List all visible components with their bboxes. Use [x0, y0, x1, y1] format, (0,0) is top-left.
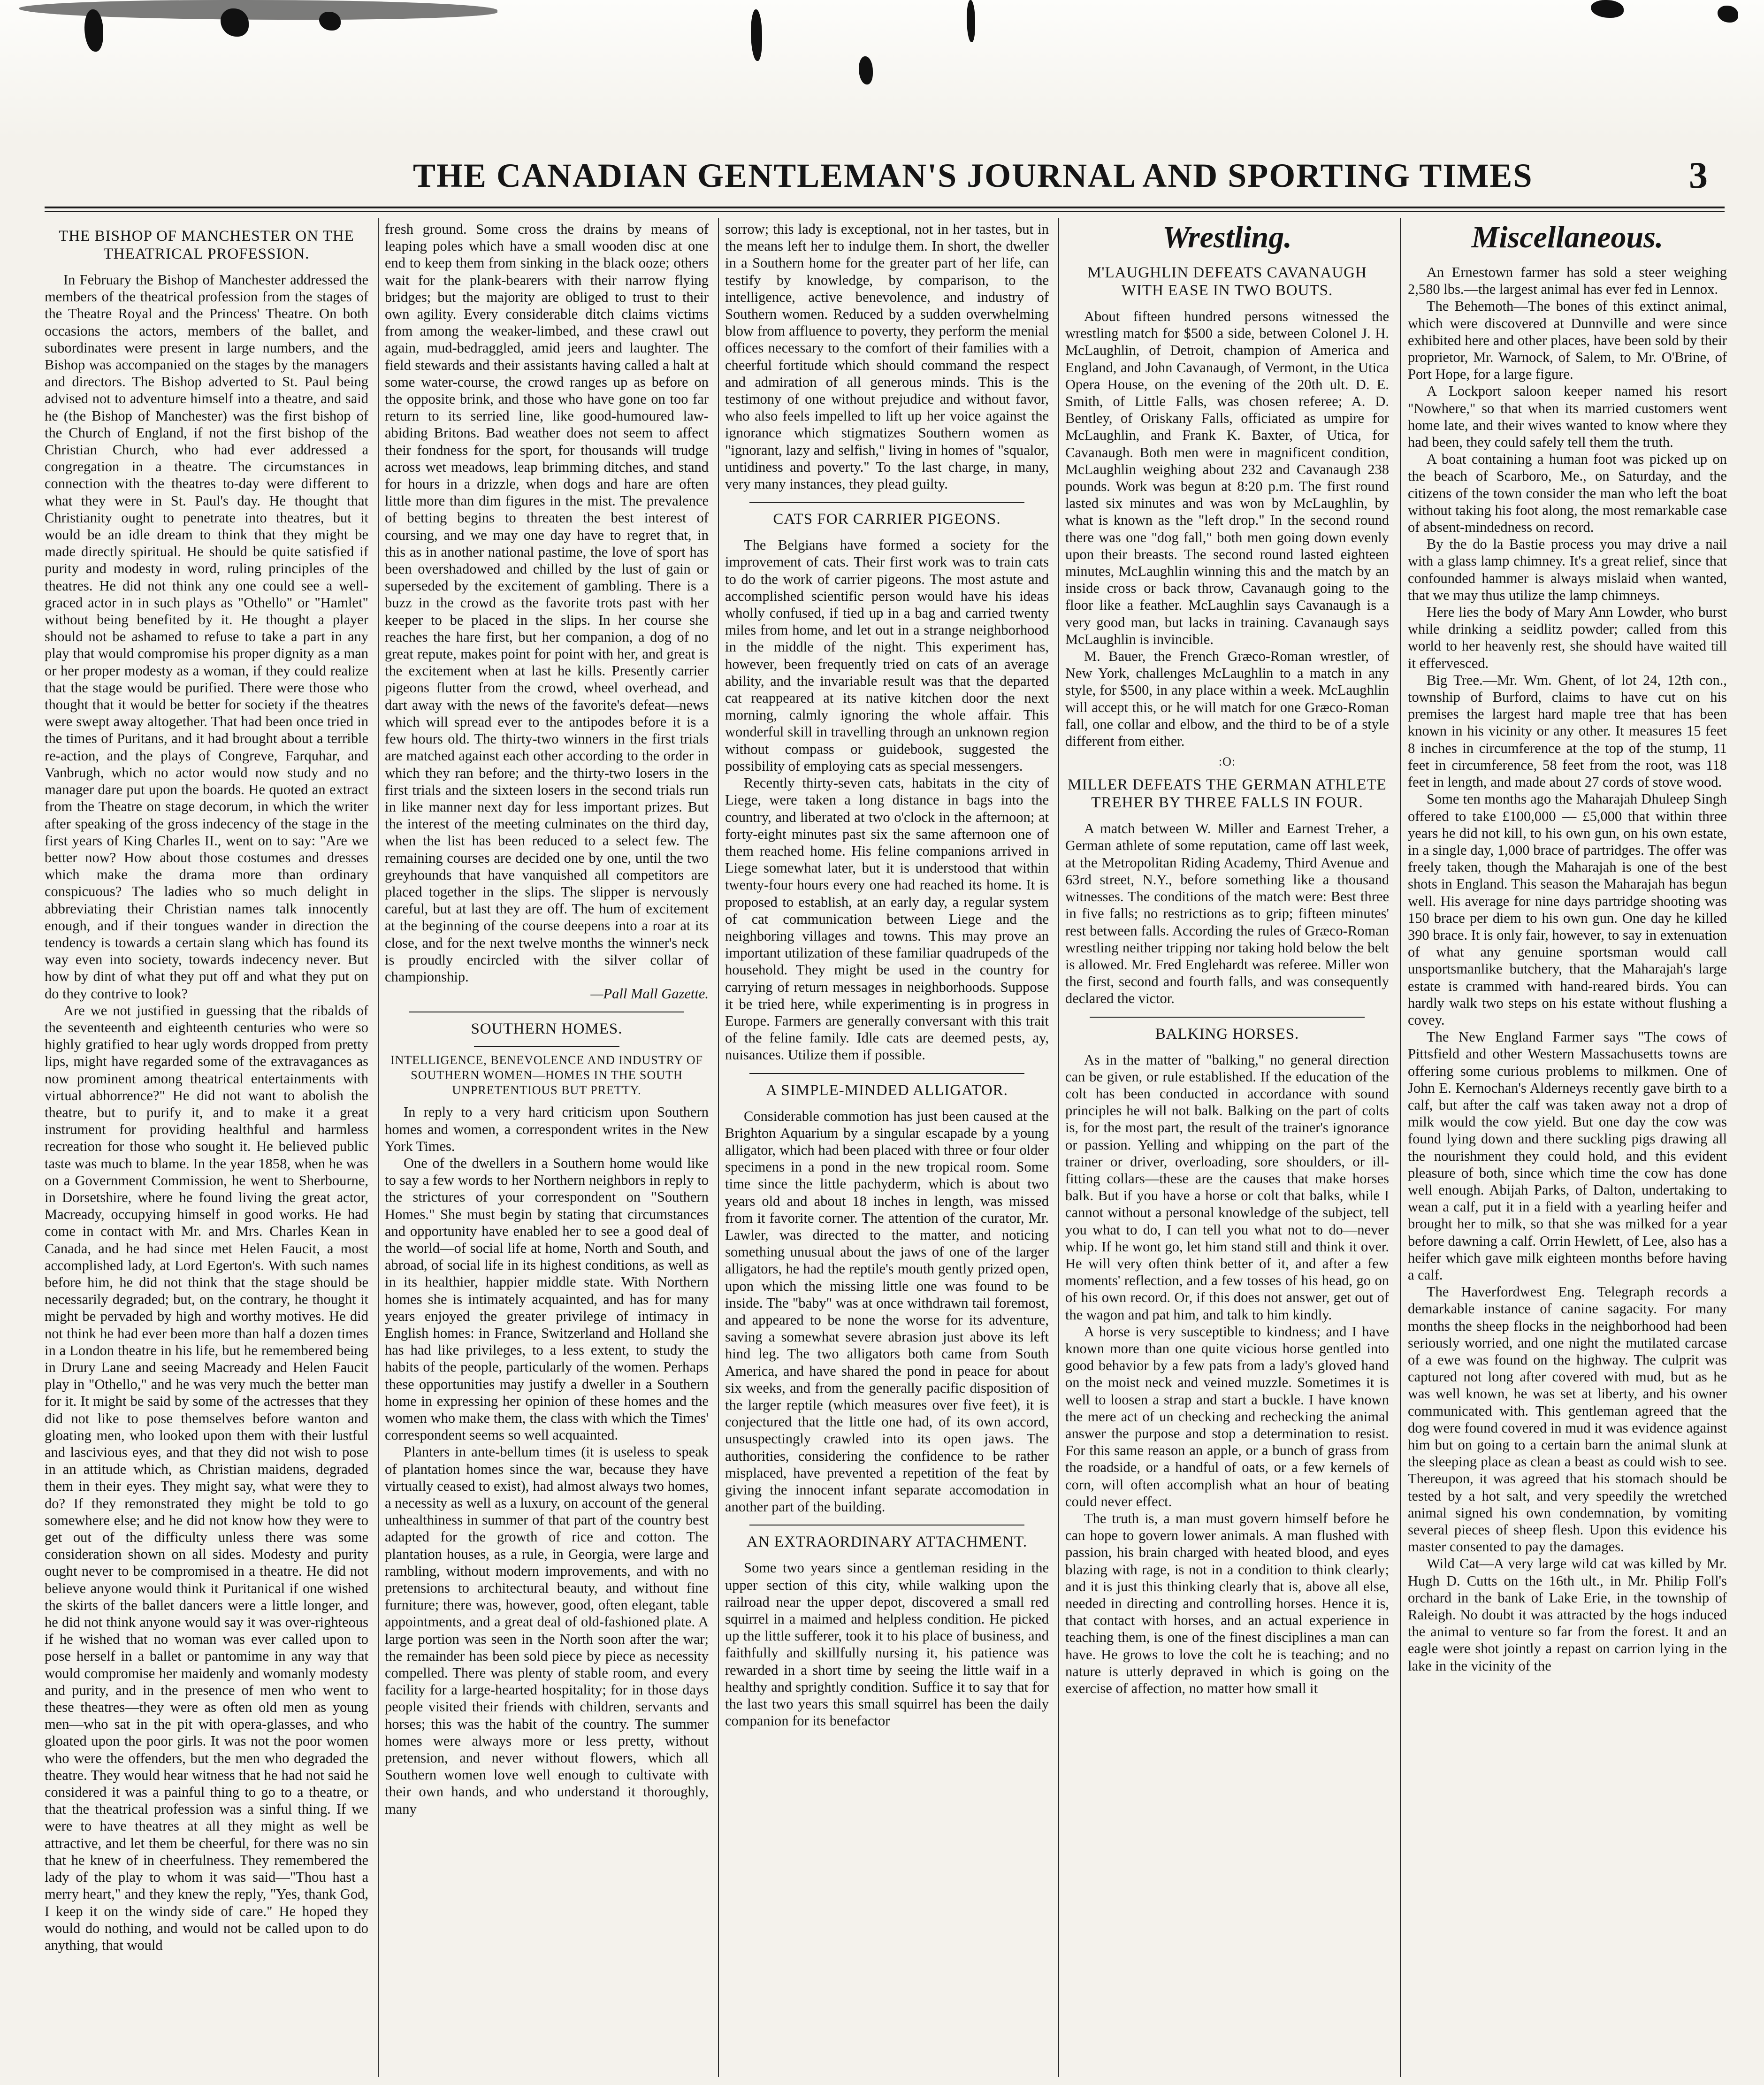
column-divider [378, 218, 379, 2077]
article-paragraph: Recently thirty-seven cats, habitats in the city of Liege, were taken a long distance in bags into the country, and liberated at two o'clock in the afternoon; at forty-eight minutes past six the same afternoon one of them reached home. His feline companions arrived in Liege somewhat later, but it is understood that within twenty-four hours every one had reached its home. It is proposed to establish, at an early day, a regular system of cat communication between Liege and the neighboring villages and towns. This may prove an important utilization of these familiar quadrupeds of the household. They might be used in the country for carrying of return messages in neighborhoods. Suppose it be tried here, while experimenting is in progress in Europe. Farmers are generally conversant with this trait of the feline family. Idle cats are deemed pests, ay, nuisances. Utilize them if possible. [725, 775, 1049, 1063]
article-paragraph: A horse is very susceptible to kindness; and I have known more than one quite vicious horse gentled into good behavior by a few pats from a lady's gloved hand on the moist neck and veined muzzle. Sometimes it is well to loosen a strap and start a buckle. I have known the mere act of un checking and rechecking the animal answer the purpose and stop a determination to resist. For this same reason an apple, or a bunch of grass from the roadside, or a handful of oats, or a few kernels of corn, will often accomplish what an hour of beating could never effect. [1065, 1323, 1389, 1510]
column-2 [385, 221, 709, 2075]
article-headline: M'LAUGHLIN DEFEATS CAVANAUGH WITH EASE IN TWO BOUTS. [1087, 264, 1367, 299]
scan-margin [0, 0, 1764, 141]
column-divider [718, 218, 719, 2077]
section-heading: Wrestling. [1162, 221, 1292, 254]
article-paragraph: Planters in ante-bellum times (it is useless to speak of plantation homes since the war, because they have virtually ceased to exist), had almost always two homes, a necessity as well as a luxury, on account of the general unhealthiness in summer of that part of the country best adapted for the growth of rice and cotton. The plantation houses, as a rule, in Georgia, were large and rambling, without modern improvements, and with no pretensions to architectural beauty, and without fine furniture; there was, however, good, often elegant, table appointments, and a great deal of old-fashioned plate. A large portion was seen in the North soon after the war; the remainder has been sold piece by piece as necessity compelled. There was plenty of stable room, and every facility for a large-hearted hospitality; for in those days people visited their friends with children, servants and horses; this was the habit of the country. The summer homes were always more or less pretty, without pretension, and never without flowers, which all Southern women love well enough to cultivate with their own hands, and who understand it thoroughly, many [385, 1444, 709, 1817]
column-3 [725, 221, 1049, 2075]
section-heading: Miscellaneous. [1471, 221, 1664, 254]
newspaper-title: THE CANADIAN GENTLEMAN'S JOURNAL AND SPORTING TIMES [413, 157, 1533, 194]
article-paragraph: Are we not justified in guessing that the ribalds of the seventeenth and eighteenth centuries who were so highly gratified to hear ugly words dropped from pretty lips, might have regarded some of the extravagances as now prominent among theatrical entertainments with virtual abhorrence?" He did not want to abolish the theatre, but to purify it, and to make it a great instrument for providing healthful and harmless recreation for those who sought it. He believed public taste was much to blame. In the year 1858, when he was on a Government Commission, he went to Sherbourne, in Dorsetshire, where he found living the great actor, Macready, occupying himself in good works. He had come in contact with Mr. and Mrs. Charles Kean in Canada, and he had since met Helen Faucit, a most accomplished lady, at Lord Egerton's. With such names before him, he did not think that the stage should be necessarily degraded; but, on the contrary, he thought it might be pervaded by high and worthy motives. He did not think he had ever been more than half a dozen times in a London theatre in his life, but he remembered being in Drury Lane and seeing Macready and Helen Faucit play in "Othello," and he was very much the better man for it. It might be said by some of the actresses that they did not like to pose themselves before wanton and gloating men, who looked upon them with their lustful and lascivious eyes, and that they did not wish to pose in an attitude which, as Christian maidens, degraded them in their eyes. They might say, what were they to do? If they remonstrated they might be told to go somewhere else; and he did not know how they were to get out of the difficulty unless there was some consideration shown on all sides. Modesty and purity ought never to be compromised in a theatre. He did not believe anyone would think it Puritanical if one wished the skirts of the ballet dancers were a little longer, and he did not think anyone would say it was over-righteous if he wished that no woman was ever called upon to pose herself in a ballet or pantomime in any way that would compromise her maidenly and womanly modesty and purity, and in the presence of men who went to these theatres—they were as often old men as young men—who sat in the pit with opera-glasses, and who gloated upon the poor girls. It was not the poor women who were the offenders, but the men who degraded the theatre. They would hear witness that he had not said he considered it was a painful thing to go to a theatre, or that the theatrical profession was a sinful thing. If we were to have theatres at all they might as well be attractive, and let them be cheerful, for there was no sin that he knew of in cheerfulness. They remembered the lady of the play to whom it was said—"Thou hast a merry heart," and they knew the reply, "Yes, thank God, I keep it on the windy side of care." He hoped they would do nothing, and would not be called upon to do anything, that would [45, 1002, 368, 1953]
masthead [0, 153, 1764, 204]
article-divider-mark: :O: [1218, 755, 1236, 769]
ink-blot [859, 56, 873, 84]
article-divider [749, 502, 1025, 503]
article-headline: CATS FOR CARRIER PIGEONS. [773, 511, 1001, 528]
ink-blot [967, 0, 975, 42]
article-divider [1090, 1017, 1365, 1018]
column-divider [1400, 218, 1401, 2077]
article-headline: MILLER DEFEATS THE GERMAN ATHLETE TREHER BY THREE FALLS IN FOUR. [1068, 776, 1387, 812]
misc-item: The New England Farmer says "The cows of Pittsfield and other Western Massachusetts towns are offering some curious problems to milkmen. One of John E. Kernochan's Alderneys recently gave birth to a calf, but after the calf was taken away not a drop of milk would the cow yield. But one day the cow was found lying down and there suckling pigs drawing all the nourishment they could hold, and this evident pleasure of both, since which time the cow has done well enough. Abijah Parks, of Dalton, undertaking to wean a calf, put it in a field with a yearling heifer and brought her to milk, so that she was milked for a year before dawning a calf. Orrin Hewlett, of Lee, also has a heifer which gave milk eighteen months before having a calf. [1408, 1029, 1727, 1283]
misc-item: Big Tree.—Mr. Wm. Ghent, of lot 24, 12th con., township of Burford, claims to have cut on his premises the largest hard maple tree that has been known in his vicinity or any other. It measures 15 feet 8 inches in circumference at the top of the stump, 11 feet in circumference, 58 feet from the root, was 118 feet in length, and made about 27 cords of stove wood. [1408, 672, 1727, 790]
article-paragraph: Considerable commotion has just been caused at the Brighton Aquarium by a singular escapade by a young alligator, which had been placed with three or four older specimens in a pond in the new tropical room. Some time since the little pachyderm, which is about two years old and about 18 inches in length, was missed from it favorite corner. The attention of the curator, Mr. Lawler, was directed to the matter, and noticing something unusual about the jaws of one of the larger alligators, he had the reptile's mouth gently prized open, upon which the missing little one was found to be inside. The "baby" was at once withdrawn tail foremost, and appeared to be none the worse for its adventure, saving a somewhat severe abrasion just above its left hind leg. The two alligators both came from South America, and have shared the pond in peace for about six weeks, and from the generally pacific disposition of the larger reptile (which measures over five feet), it is conjectured that the little one had, of its own accord, unsuspectingly crawled into its open jaws. The authorities, considering the confidence to be rather misplaced, have prevented a repetition of the feat by giving the innocent infant separate accomodation in another part of the building. [725, 1108, 1049, 1515]
misc-item: The Behemoth—The bones of this extinct animal, which were discovered at Dunnville and were since exhibited here and other places, have been sold by their proprietor, Mr. Warnock, of Salem, to Mr. O'Brine, of Port Hope, for a large figure. [1408, 298, 1727, 383]
article-paragraph: A match between W. Miller and Earnest Treher, a German athlete of some reputation, came off last week, at the Metropolitan Riding Academy, Third Avenue and 63rd street, N.Y., before something like a thousand witnesses. The conditions of the match were: Best three in five falls; no restrictions as to grip; fifteen minutes' rest between falls. According the rules of Græco-Roman wrestling neither tripping nor taking hold below the belt is allowed. Mr. Fred Englehardt was referee. Miller won the first, second and fourth falls, and was consequently declared the victor. [1065, 820, 1389, 1007]
article-paragraph: The truth is, a man must govern himself before he can hope to govern lower animals. A man flushed with passion, his brain charged with heated blood, and eyes blazing with rage, is not in a condition to think clearly; and it is just this thinking clearly that is, above all else, needed in directing and controlling horses. Hence it is, that contact with horses, and an actual experience in teaching them, is one of the finest disciplines a man can have. He grows to love the colt he is teaching; and no nature is utterly depraved in which is going on the exercise of affection, no matter how small it [1065, 1510, 1389, 1697]
misc-item: A boat containing a human foot was picked up on the beach of Scarboro, Me., on Saturday, and the citizens of the town consider the man who left the boat without taking his foot along, the most remarkable case of absent-mindedness on record. [1408, 451, 1727, 536]
misc-item: Some ten months ago the Maharajah Dhuleep Singh offered to take £100,000 — £5,000 that within three years he did not kill, to his own gun, on his own estate, in a single day, 1,000 brace of partridges. The offer was freely taken, though the Maharajah is one of the best shots in England. This season the Maharajah has begun well. His average for nine days partridge shooting was 150 brace per diem to his own gun. One day he killed 390 brace. It is only fair, however, to say in extenuation of what any genuine sportsman would call unsportsmanlike butchery, that the Maharajah's large estate is crammed with hand-reared birds. You can hardly walk two steps on his estate without flushing a covey. [1408, 791, 1727, 1028]
misc-item: A Lockport saloon keeper named his resort "Nowhere," so that when its married customers went home late, and their wives wanted to know where they had been, they could safely tell them the truth. [1408, 383, 1727, 451]
column-1 [45, 221, 368, 2075]
article-paragraph: In February the Bishop of Manchester addressed the members of the theatrical profession from the stages of the Theatre Royal and the Princess' Theatre. On both occasions the actors, members of the ballet, and subordinates were present in large numbers, and the Bishop was accompanied on the stages by the managers and directors. The Bishop adverted to St. Paul being advised not to adventure himself into a theatre, and said he (the Bishop of Manchester) was the first bishop of the Church of England, if not the first bishop of the Christian Church, who had ever addressed a congregation in a theatre. The circumstances in connection with the theatres to-day were different to what they were in St. Paul's day. He thought that Christianity ought to penetrate into theatres, but it would be an idle dream to think that they might be made directly spiritual. He should be quite satisfied if purity and modesty in word, ruling principles of the theatres. He did not think any one could see a well-graced actor in in such plays as "Othello" or "Hamlet" without being benefited by it. He thought a player should not be ashamed to refuse to take a part in any play that would compromise his proper dignity as a man or her proper modesty as a woman, if they could realize that the stage would be purified. There were those who thought that it would be better for society if the theatres were swept away altogether. That had been once tried in the times of Puritans, and it had brought about a terrible re-action, and the plays of Congreve, Farquhar, and Vanbrugh, which no actor would now study and no manager dare put upon the boards. He quoted an extract from the Theatre on stage decorum, in which the writer after speaking of the gross indecency of the stage in the first years of King Charles II., went on to say: "Are we better now? How about those costumes and dresses which make the drama more than ordinary conspicuous? The ladies who so much delight in abbreviating their Christian names talk innocently enough, and if their tongues wander in direction the tendency is towards a certain slang which has found its way even into society, towards indecency never. But how by dint of what they put off and what they put on do they contrive to look? [45, 272, 368, 1002]
ink-blot [751, 9, 762, 61]
article-subheadline: INTELLIGENCE, BENEVOLENCE AND INDUSTRY OF SOUTHERN WOMEN—HOMES IN THE SOUTH UNPRETENTIOUS BUT PRETTY. [390, 1053, 703, 1097]
article-source: —Pall Mall Gazette. [590, 986, 709, 1002]
masthead-rule [45, 207, 1725, 208]
misc-item: Wild Cat—A very large wild cat was killed by Mr. Hugh D. Cutts on the 16th ult., in Mr. Philip Foll's orchard in the bank of Lake Erie, in the township of Raleigh. No doubt it was attracted by the hogs induced the animal to venture so far from the forest. It and an eagle were shot jointly a repast on carrion lying in the lake in the vicinity of the [1408, 1556, 1727, 1674]
article-headline: AN EXTRAORDINARY ATTACHMENT. [746, 1533, 1028, 1551]
article-paragraph: As in the matter of "balking," no general direction can be given, or rule established. If the education of the colt has been conducted in accordance with sound principles he will not balk. Balking on the part of colts is, for the most part, the result of the trainer's ignorance or passion. Yelling and whipping on the part of the trainer or driver, overloading, sore shoulders, or ill-fitting collars—these are the causes that make horses balk. But if you have a horse or colt that balks, while I cannot without a personal knowledge of the subject, tell you what to do, I can tell you what not to do—never whip. If he wont go, let him stand still and think it over. He will very often think better of it, and after a few moments' reflection, and a few tosses of his head, go on of his own record. Or, if this does not answer, get out of the wagon and pat him, and talk to him kindly. [1065, 1051, 1389, 1323]
article-paragraph: In reply to a very hard criticism upon Southern homes and women, a correspondent writes in the New York Times. [385, 1104, 709, 1154]
article-paragraph: About fifteen hundred persons witnessed the wrestling match for $500 a side, between Colonel J. H. McLaughlin, of Detroit, champion of America and England, and John Cavanaugh, of Vermont, in the Utica Opera House, on the evening of the 20th ult. D. E. Smith, of Little Falls, was chosen referee; A. D. Bentley, of Oriskany Falls, officiated as umpire for McLaughlin, and Frank K. Baxter, of Utica, for Cavanaugh. Both men were in magnificent condition, McLaughlin weighing about 232 and Cavanaugh 238 pounds. Work was begun at 8:20 p.m. The first round lasted six minutes and was won by McLaughlin, by what is known as the "left drop." In the second round there was one "dog fall," both men going down evenly upon their breasts. The second round lasted eighteen minutes, McLaughlin winning this and the match by an inside cross or back throw, Cavanaugh going to the floor like a feather. McLaughlin says Cavanaugh is a very good man, but lacks in training. Cavanaugh says McLaughlin is invincible. [1065, 308, 1389, 647]
page-number: 3 [1689, 155, 1708, 196]
misc-item: Here lies the body of Mary Ann Lowder, who burst while drinking a seidlitz powder; called from this world to her heavenly rest, she should have waited till it effervesced. [1408, 604, 1727, 671]
ink-blot [221, 8, 249, 37]
article-paragraph: Some two years since a gentleman residing in the upper section of this city, while walking upon the railroad near the upper depot, discovered a small red squirrel in a maimed and helpless condition. He picked up the little sufferer, took it to his place of business, and faithfully and skillfully nursing it, his patience was rewarded in a short time by seeing the little waif in a healthy and sprightly condition. Suffice it to say that for the last two years this small squirrel has been the daily companion for its benefactor [725, 1560, 1049, 1729]
article-divider [749, 1073, 1025, 1074]
article-paragraph: One of the dwellers in a Southern home would like to say a few words to her Northern neighbors in reply to the strictures of your correspondent on "Southern Homes." She must begin by stating that circumstances and opportunity have enabled her to see a good deal of the world—of social life at home, North and South, and abroad, of social life in its highest conditions, as well as in its healthier, happier middle state. With Northern homes she is intimately acquainted, and has for many years enjoyed the greater privilege of intimacy in English homes: in France, Switzerland and Holland she has had like privileges, to a less extent, to study the habits of the people, particularly of the women. Perhaps these opportunities may justify a dweller in a Southern home in expressing her opinion of these homes and the women who make them, the class with which the Times' correspondent seems so well acquainted. [385, 1155, 709, 1443]
column-5 [1408, 221, 1727, 2075]
article-paragraph: M. Bauer, the French Græco-Roman wrestler, of New York, challenges McLaughlin to a match in any style, for $500, in any place within a week. McLaughlin will accept this, or he will match for one Græco-Roman fall, one collar and elbow, and the third to be of a style different from either. [1065, 648, 1389, 750]
ink-blot [1591, 0, 1624, 18]
article-headline: A SIMPLE-MINDED ALLIGATOR. [766, 1081, 1008, 1099]
column-divider [1058, 218, 1059, 2077]
masthead-rule-thin [45, 211, 1725, 212]
article-divider [474, 1046, 620, 1047]
ink-blot [84, 9, 103, 52]
article-headline: THE BISHOP OF MANCHESTER ON THE THEATRICAL PROFESSION. [59, 228, 354, 262]
article-paragraph: sorrow; this lady is exceptional, not in her tastes, but in the means left her to indulge them. In short, the dweller in a Southern home for the greater part of her life, can testify by knowledge, by comparison, to the intelligence, active benevolence, and industry of Southern women. Reduced by a sudden overwhelming blow from affluence to poverty, they perform the menial offices necessary to the comfort of their families with a cheerful fortitude which should command the respect and admiration of all generous minds. This is the testimony of one without prejudice and without favor, who also feels impelled to lift up her voice against the ignorance which stigmatizes Southern women as "ignorant, lazy and selfish," living in homes of "squalor, untidiness and poverty." To the last charge, in many, very many instances, they plead guilty. [725, 221, 1049, 492]
ink-blot [319, 12, 341, 31]
article-headline: BALKING HORSES. [1155, 1025, 1299, 1042]
misc-item: An Ernestown farmer has sold a steer weighing 2,580 lbs.—the largest animal has ever fed in Lennox. [1408, 264, 1727, 298]
misc-item: The Haverfordwest Eng. Telegraph records a demarkable instance of canine sagacity. For many months the sheep flocks in the neighborhood had been seriously worried, and one night the mutilated carcase of a ewe was found on the highway. The culprit was captured not long after covered with mud, but as he was well known, he was set at liberty, and his owner communicated with. This gentleman agreed that the dog were found covered in mud it was evidence against him but on going to a certain barn the animal slunk at the sleeping place as clean a beast as could wish to see. Thereupon, it was agreed that his stomach should be tested by a hot salt, and very speedily the wretched animal signed his own condemnation, by vomiting several pieces of sheep flesh. Upon this evidence his master consented to pay the damages. [1408, 1284, 1727, 1555]
column-4 [1065, 221, 1389, 2075]
article-headline: SOUTHERN HOMES. [471, 1020, 623, 1038]
misc-item: By the do la Bastie process you may drive a nail with a glass lamp chimney. It's a great relief, since that confounded hammer is always mislaid when wanted, that we may thus utilize the lamp chimneys. [1408, 536, 1727, 603]
article-paragraph: The Belgians have formed a society for the improvement of cats. Their first work was to train cats to do the work of carrier pigeons. The most astute and accomplished scientific person would have his ideas wholly confused, if tied up in a bag and carried twenty miles from home, and let out in a strange neighborhood in the middle of the night. This experiment has, however, been frequently tried on cats of an average ability, and the invariable result was that the departed cat reappeared at its native kitchen door the next morning, calmly ignoring the whole affair. This wonderful skill in travelling through an unknown region without compass or guidebook, suggested the possibility of employing cats as special messengers. [725, 537, 1049, 774]
article-paragraph: fresh ground. Some cross the drains by means of leaping poles which have a small wooden disc at one end to keep them from sinking in the black ooze; others wait for the plank-bearers with their narrow flying bridges; but the majority are obliged to trust to their own agility. Every considerable ditch claims victims from among the weaker-limbed, and these crawl out again, mud-bedraggled, amid jeers and laughter. The field stewards and their assistants having called a halt at some water-course, the crowd ranges up as before on the opposite brink, and those who have gone on too far return to its serried line, like good-humoured law-abiding Britons. Bad weather does not seem to affect their fondness for the sport, for thousands will trudge across wet meadows, leap brimming ditches, and stand for hours in a drizzle, when dogs and hare are often little more than dim figures in the mist. The prevalence of betting begins to threaten the best interest of coursing, and we may one day have to regret that, in this as in another national pastime, the love of sport has been overshadowed and chilled by the lust of gain or superseded by the excitement of gambling. There is a buzz in the crowd as the favorite trots past with her keeper to be placed in the slips. In her course she reaches the hare first, but her companion, a dog of no great repute, makes point for point with her, and great is the excitement when at last he kills. Presently carrier pigeons flutter from the crowd, wheel overhead, and dart away with the news of the favorite's defeat—news which will spread ever to the antipodes before it is a few hours old. The thirty-two winners in the first trials are matched against each other according to the order in which they ran before; and the thirty-two losers in the first trials and the sixteen losers in the second trials run in like manner next day for less important prizes. But the interest of the meeting culminates on the third day, when the list has been reduced to a select few. The remaining courses are decided one by one, until the two greyhounds that have vanquished all competitors are placed together in the slips. The slipper is nervously careful, but at last they are off. The hum of excitement at the beginning of the course deepens into a roar at its close, and for the next twelve months the winner's neck is proudly encircled with the silver collar of championship. [385, 221, 709, 985]
ink-blot [1718, 6, 1738, 23]
